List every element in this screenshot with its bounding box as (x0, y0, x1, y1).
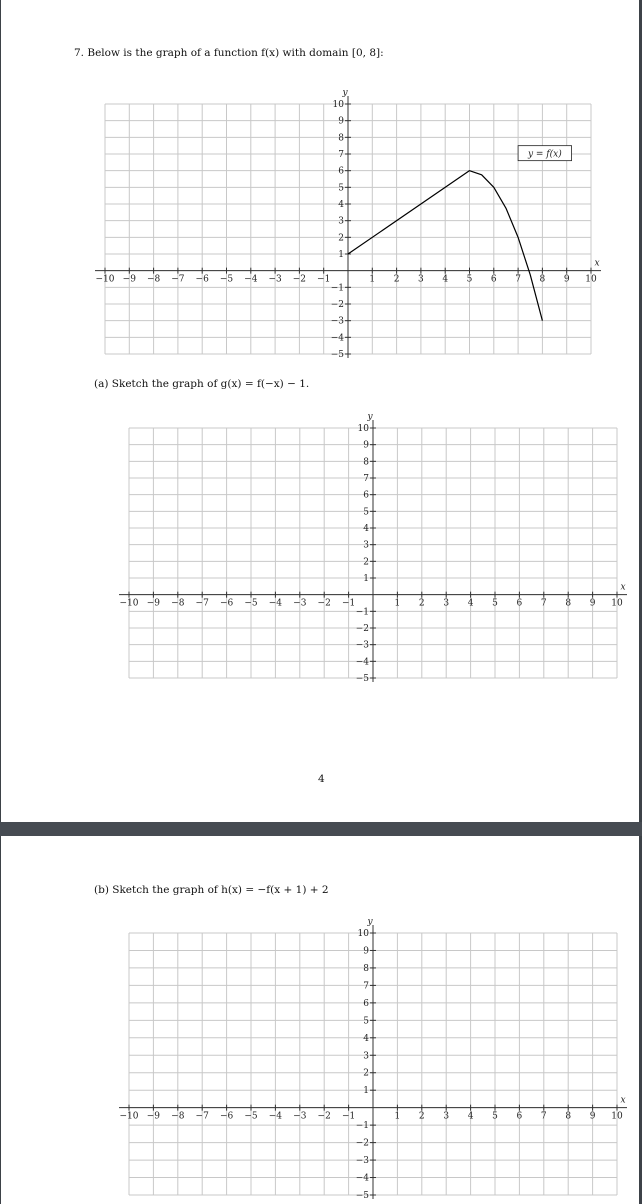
y-tick-label: 10 (332, 100, 344, 110)
y-tick-label: 5 (363, 507, 369, 518)
y-tick-label: 8 (363, 963, 369, 974)
y-tick-label: 9 (363, 440, 369, 451)
x-tick-label: −9 (122, 274, 136, 285)
y-tick-label: 8 (338, 133, 344, 144)
x-tick-label: 7 (515, 274, 521, 285)
y-axis-label: y (367, 917, 373, 927)
x-tick-label: 1 (394, 598, 401, 609)
x-tick-label: 3 (443, 598, 450, 609)
x-tick-label: −6 (219, 1111, 234, 1122)
y-tick-label: 7 (363, 981, 369, 992)
x-axis-label: x (620, 582, 626, 593)
x-tick-label: −6 (219, 598, 234, 609)
x-tick-label: 8 (539, 274, 546, 285)
graph-part-a (119, 412, 626, 684)
page-separator (0, 822, 642, 836)
legend (518, 146, 571, 161)
x-tick-label: −7 (195, 598, 209, 609)
y-tick-label: 2 (338, 233, 344, 244)
x-axis-label: x (620, 1095, 626, 1106)
x-tick-label: 8 (565, 598, 572, 609)
y-tick-label: −1 (355, 1121, 369, 1132)
page-number: 4 (318, 773, 325, 785)
y-tick-label: −1 (330, 283, 344, 294)
y-tick-label: 5 (338, 183, 344, 194)
y-tick-label: −4 (355, 1173, 369, 1184)
y-axis-label: y (342, 88, 348, 98)
x-tick-label: 7 (540, 598, 547, 609)
y-tick-label: 4 (338, 200, 344, 210)
x-tick-label: 4 (442, 274, 449, 285)
x-tick-label: −4 (268, 1111, 283, 1122)
x-tick-label: 10 (611, 598, 623, 609)
y-tick-label: 1 (363, 574, 369, 584)
y-tick-label: 6 (363, 490, 369, 501)
x-tick-label: 5 (492, 598, 498, 609)
y-tick-label: 1 (338, 250, 344, 260)
x-tick-label: −3 (268, 274, 282, 285)
x-tick-label: 4 (467, 1111, 474, 1122)
x-tick-label: −2 (292, 274, 307, 285)
y-tick-label: 2 (363, 557, 369, 568)
x-tick-label: −3 (293, 598, 307, 609)
y-tick-label: 4 (363, 524, 369, 534)
x-axis-label: x (594, 258, 600, 269)
x-tick-label: 3 (418, 274, 424, 285)
y-tick-label: 8 (363, 457, 369, 468)
y-tick-label: 7 (363, 474, 369, 484)
x-tick-label: 9 (563, 274, 570, 285)
y-tick-label: 6 (338, 166, 344, 177)
x-tick-label: 6 (516, 1111, 523, 1122)
x-tick-label: −1 (341, 1111, 356, 1122)
y-tick-label: 3 (363, 1051, 369, 1062)
x-tick-label: −4 (244, 274, 258, 285)
y-tick-label: −1 (355, 607, 369, 618)
x-tick-label: 5 (492, 1111, 498, 1122)
x-tick-label: 4 (467, 598, 474, 609)
x-tick-label: 9 (589, 598, 596, 609)
y-tick-label: 10 (357, 424, 369, 434)
x-tick-label: −8 (171, 1111, 185, 1122)
x-tick-label: 6 (516, 598, 523, 609)
y-tick-label: 3 (338, 216, 344, 227)
y-tick-label: −5 (330, 350, 344, 360)
y-tick-label: −4 (330, 333, 344, 344)
y-tick-label: 2 (363, 1068, 369, 1079)
x-tick-label: 2 (418, 598, 425, 609)
x-tick-label: 10 (611, 1111, 623, 1122)
y-tick-label: 5 (363, 1016, 369, 1027)
y-tick-label: −2 (330, 300, 344, 310)
graph-f (95, 88, 600, 360)
x-tick-label: −3 (293, 1111, 307, 1122)
y-tick-label: −2 (355, 1138, 369, 1149)
y-tick-label: 9 (363, 946, 369, 957)
x-tick-label: −7 (195, 1111, 209, 1122)
x-tick-label: −6 (195, 274, 209, 285)
x-tick-label: −5 (244, 1111, 258, 1122)
x-tick-label: −2 (317, 1111, 331, 1122)
x-tick-label: 2 (393, 274, 400, 285)
part-a-label: (a) Sketch the graph of g(x) = f(−x) − 1. (94, 378, 310, 390)
y-tick-label: 10 (357, 929, 369, 939)
x-tick-label: −8 (171, 598, 185, 609)
y-tick-label: 4 (363, 1033, 369, 1044)
y-tick-label: −3 (355, 1156, 369, 1167)
y-tick-label: 1 (363, 1086, 369, 1097)
x-tick-label: −9 (146, 1111, 161, 1122)
x-tick-label: 9 (589, 1111, 596, 1122)
x-tick-label: −7 (171, 274, 185, 285)
y-tick-label: 9 (338, 116, 344, 127)
x-tick-label: 3 (443, 1111, 450, 1122)
y-tick-label: −5 (355, 674, 369, 684)
y-tick-label: −5 (355, 1191, 369, 1201)
y-tick-label: −2 (355, 624, 369, 634)
y-tick-label: 3 (363, 540, 369, 551)
x-tick-label: −8 (146, 274, 161, 285)
y-tick-label: 6 (363, 998, 369, 1009)
x-tick-label: 2 (418, 1111, 425, 1122)
problem-statement: 7. Below is the graph of a function f(x) with domain [0, 8]: (74, 47, 384, 59)
x-tick-label: −10 (119, 598, 139, 609)
x-tick-label: 6 (490, 274, 497, 285)
graph-part-b (119, 917, 626, 1201)
x-tick-label: −10 (119, 1111, 139, 1122)
x-tick-label: 7 (540, 1111, 547, 1122)
y-tick-label: −3 (355, 640, 369, 651)
part-b-label: (b) Sketch the graph of h(x) = −f(x + 1) + 2 (94, 884, 329, 896)
page-1 (1, 0, 639, 822)
y-tick-label: −3 (330, 316, 344, 327)
x-tick-label: −4 (268, 598, 283, 609)
y-tick-label: −4 (355, 657, 369, 668)
x-tick-label: −2 (317, 598, 331, 609)
x-tick-label: 1 (394, 1111, 401, 1122)
x-tick-label: −1 (341, 598, 356, 609)
x-tick-label: 5 (466, 274, 473, 285)
page-2 (1, 836, 639, 1204)
y-tick-label: 7 (338, 150, 344, 160)
x-tick-label: −9 (146, 598, 161, 609)
x-tick-label: 8 (565, 1111, 572, 1122)
x-tick-label: −5 (244, 598, 258, 609)
x-tick-label: −10 (95, 274, 115, 285)
x-tick-label: −1 (317, 274, 331, 285)
x-tick-label: 10 (585, 274, 597, 285)
y-axis-label: y (367, 412, 373, 422)
x-tick-label: −5 (219, 274, 234, 285)
legend-label: y = f(x) (527, 149, 562, 160)
x-tick-label: 1 (369, 274, 376, 285)
